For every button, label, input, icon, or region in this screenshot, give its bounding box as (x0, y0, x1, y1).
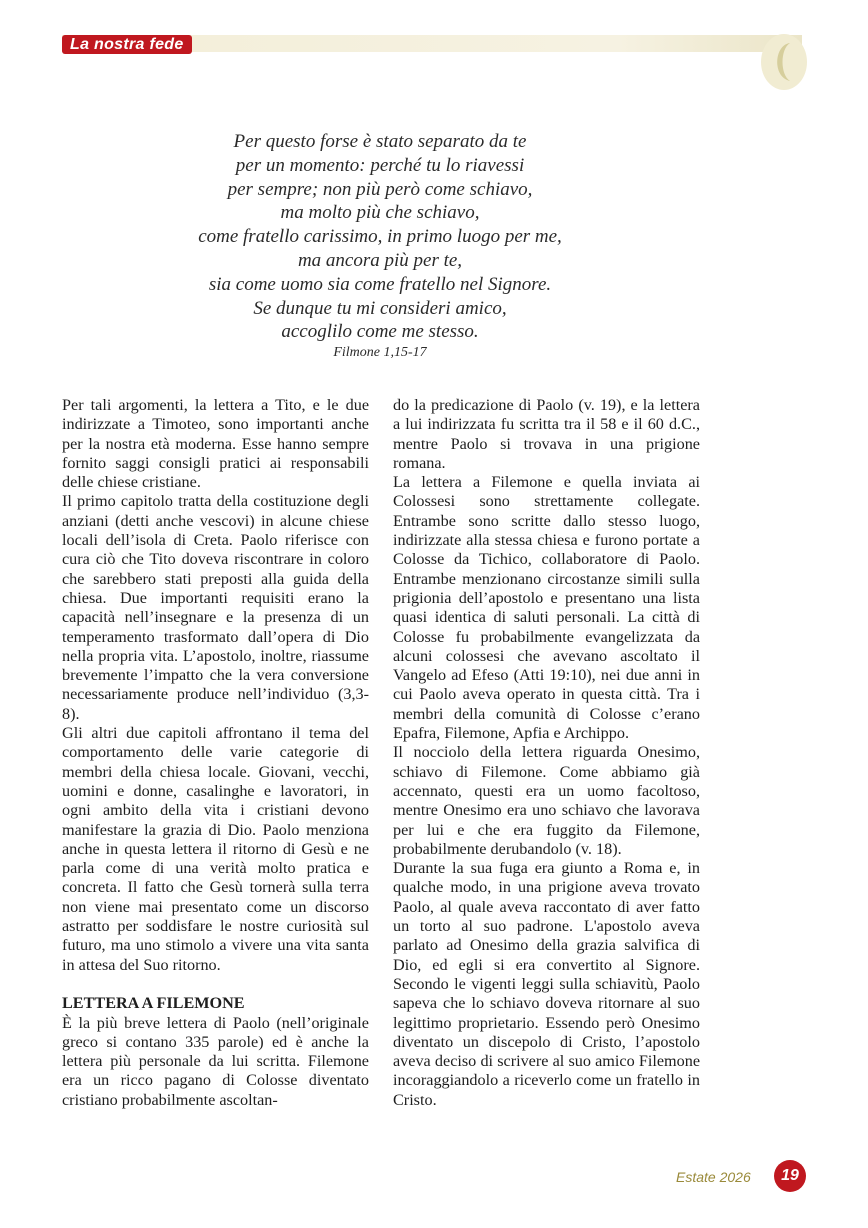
quote-line: ma ancora più per te, (297, 249, 463, 271)
quote-line: accoglilo come me stesso. (281, 321, 479, 343)
crescent-ornament-icon (760, 33, 808, 91)
body-paragraph: È la più breve lettera di Paolo (nell’originale greco si contano 335 parole) ed è anche la lettera più personale da lui scritta. Filemone era un ricco pagano di Colosse diventato cristiano probabilmente ascoltan- (62, 1013, 369, 1109)
body-paragraph: Per tali argomenti, la lettera a Tito, e le due indirizzate a Timoteo, sono importanti anche per la nostra età moderna. Esse hanno sempre fornito saggi consigli pratici ai responsabili delle chiese cristiane. (62, 396, 369, 492)
article-column-right (393, 396, 700, 1110)
body-paragraph: do la predicazione di Paolo (v. 19), e la lettera a lui indirizzata fu scritta tra il 58 e il 60 d.C., mentre Paolo si trovava in una prigione romana. (393, 396, 700, 472)
body-paragraph: Gli altri due capitoli affrontano il tema del comportamento delle varie categorie di membri della chiesa locale. Giovani, vecchi, uomini e donne, casalinghe e lavoratori, in ogni ambito della vita i cristiani devono manifestare la grazia di Dio. Paolo menziona anche in questa lettera il ritorno di Gesù e ne parla come di una verità molto pratica e concreta. Il fatto che Gesù tornerà sulla terra non viene mai presentato come un discorso astratto per soddisfare le nostre curiosità sul futuro, ma uno stimolo a vivere una vita santa in attesa del Suo ritorno. (62, 724, 369, 974)
section-subheading: LETTERA A FILEMONE (62, 994, 245, 1013)
quote-line: come fratello carissimo, in primo luogo per me, (198, 226, 562, 248)
section-label: La nostra fede (62, 35, 192, 54)
article-column-left (62, 396, 369, 1110)
quote-line: sia come uomo sia come fratello nel Signore. (208, 273, 552, 295)
quote-line: per un momento: perché tu lo riavessi (235, 154, 525, 176)
quote-line: ma molto più che schiavo, (280, 202, 480, 224)
page-number-badge: 19 (774, 1160, 806, 1192)
body-paragraph: Il primo capitolo tratta della costituzione degli anziani (detti anche vescovi) in alcune chiese locali dell’isola di Creta. Paolo riferisce con cura ciò che Tito doveva riscontrare in coloro che sarebbero stati preposti alla guida della chiesa. Due importanti requisiti erano la capacità nell’insegnare e la presenza di un temperamento trasformato dall’opera di Dio nella propria vita. L’apostolo, inoltre, riassume brevemente l’impatto che la vera conversione necessariamente produce nell’individuo (3,3-8). (62, 492, 369, 723)
quote-line: per sempre; non più però come schiavo, (227, 178, 533, 200)
quote-source: Filmone 1,15-17 (333, 345, 427, 360)
body-paragraph: Il nocciolo della lettera riguarda Onesimo, schiavo di Filemone. Come abbiamo già accennato, questi era un uomo facoltoso, mentre Onesimo era uno schiavo che lavorava per lui e che era fuggito da Filemone, probabilmente derubandolo (v. 18). (393, 743, 700, 858)
epigraph-quote (140, 130, 620, 344)
quote-line: Per questo forse è stato separato da te (233, 131, 527, 152)
issue-label: Estate 2026 (676, 1169, 751, 1185)
body-paragraph: La lettera a Filemone e quella inviata ai Colossesi sono strettamente collegate. Entrambe sono scritte dallo stesso luogo, indirizzate alla stessa chiesa e furono portate a Colosse da Tichico, collaboratore di Paolo. Entrambe menzionano circostanze simili sulla prigionia dell’apostolo e presentano una lista quasi identica di saluti personali. La città di Colosse fu probabilmente evangelizzata da alcuni colossesi che avevano ascoltato il Vangelo ad Efeso (Atti 19:10), nei due anni in cui Paolo aveva operato in questa città. Tra i membri della comunità di Colosse c’erano Epafra, Filemone, Apfia e Archippo. (393, 473, 700, 743)
body-paragraph: Durante la sua fuga era giunto a Roma e, in qualche modo, in una prigione aveva trovato Paolo, al quale aveva raccontato di aver fatto un torto al suo padrone. L'apostolo aveva parlato ad Onesimo della grazia salvifica di Dio, ed egli si era convertito al Signore. Secondo le vigenti leggi sulla schiavitù, Paolo sapeva che lo schiavo doveva ritornare al suo legittimo proprietario. Essendo però Onesimo diventato un discepolo di Cristo, l’apostolo aveva deciso di scrivere al suo amico Filemone incoraggiandolo a riceverlo come un fratello in Cristo. (393, 859, 700, 1109)
quote-line: Se dunque tu mi consideri amico, (253, 297, 507, 319)
